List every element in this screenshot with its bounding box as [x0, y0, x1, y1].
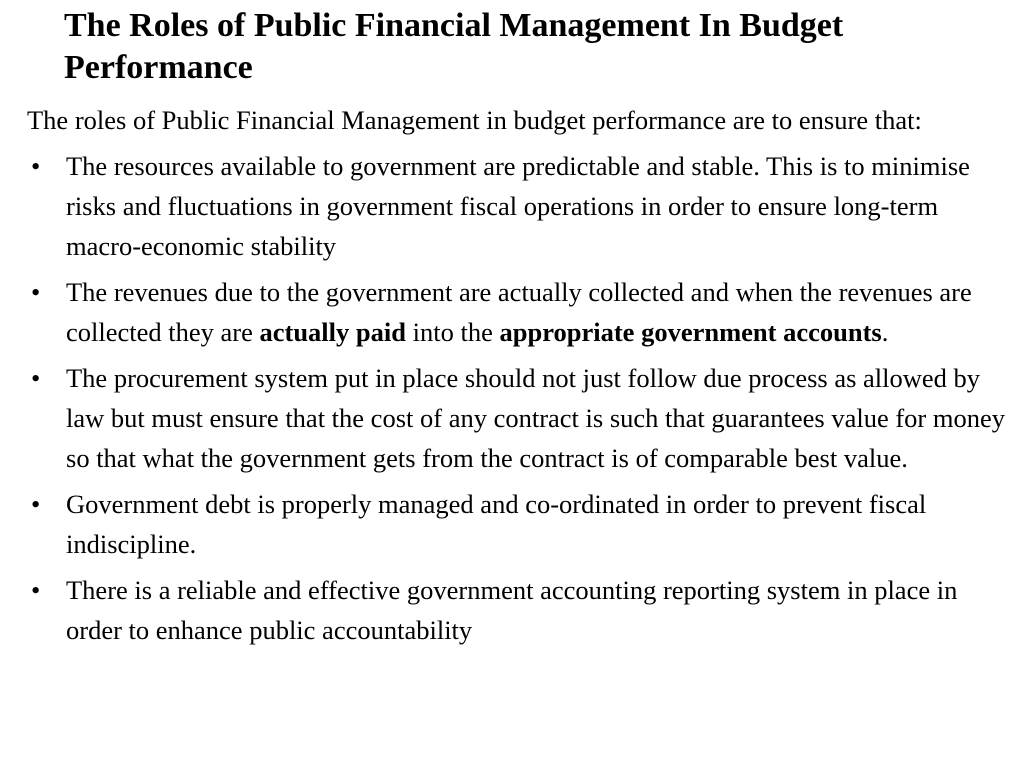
- slide-title: The Roles of Public Financial Management In Budget Performance: [64, 7, 844, 86]
- bullet-emphasis: actually paid: [259, 317, 406, 347]
- slide-body: [27, 100, 1019, 656]
- bullet-text: into the: [406, 317, 500, 347]
- bullet-dot-icon: •: [31, 151, 41, 181]
- bullet-item-resources: [27, 146, 1019, 266]
- bullet-emphasis: appropriate government accounts: [499, 317, 882, 347]
- bullet-item-revenues: [27, 272, 1019, 352]
- bullet-dot-icon: •: [31, 277, 41, 307]
- bullet-text: .: [881, 317, 889, 347]
- bullet-item-debt: [27, 484, 1019, 564]
- bullet-item-accounting: [27, 570, 1019, 650]
- bullet-text: The revenues due to the government are actually collected and when the revenues are collected they are: [66, 277, 972, 347]
- bullet-dot-icon: •: [31, 363, 41, 393]
- bullet-text: Government debt is properly managed and co-ordinated in order to prevent fiscal indiscipline.: [66, 489, 927, 559]
- bullet-text: There is a reliable and effective government accounting reporting system in place in order to enhance public accountability: [66, 575, 958, 645]
- bullet-text: The procurement system put in place should not just follow due process as allowed by law but must ensure that the cost of any contract is such that guarantees value for money so that what the government gets from the contract is of comparable best value.: [66, 363, 1005, 473]
- bullet-dot-icon: •: [31, 489, 41, 519]
- bullet-item-procurement: [27, 358, 1019, 478]
- bullet-list: [27, 146, 1019, 650]
- bullet-dot-icon: •: [31, 575, 41, 605]
- intro-paragraph: The roles of Public Financial Management in budget performance are to ensure that:: [27, 105, 922, 135]
- bullet-text: The resources available to government are predictable and stable. This is to minimise risks and fluctuations in government fiscal operations in order to ensure long-term macro-economic stability: [66, 151, 970, 261]
